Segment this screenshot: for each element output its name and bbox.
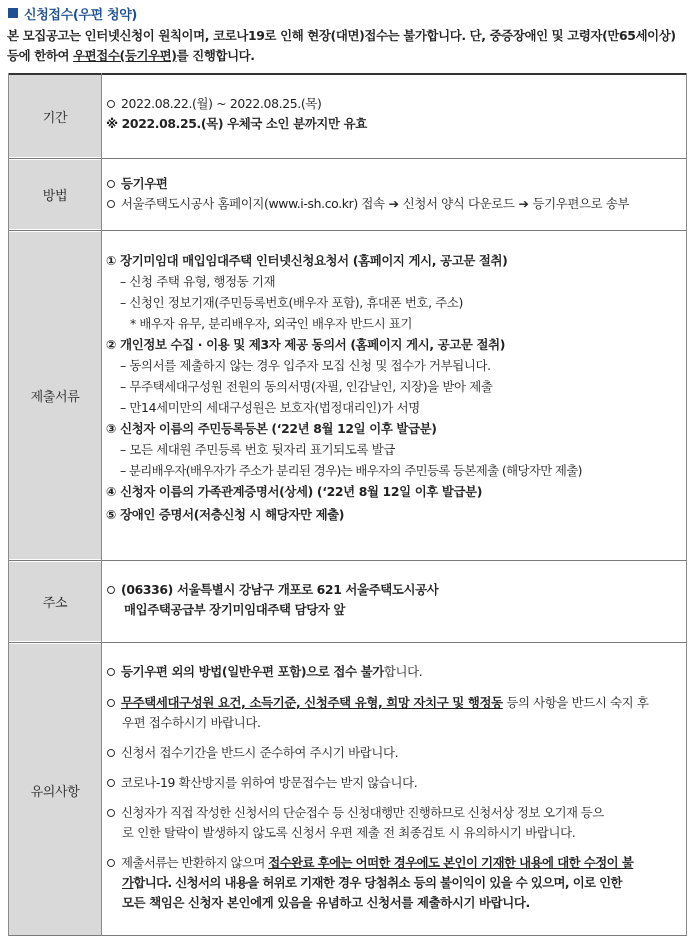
address-line-2: 매입주택공급부 장기미임대주택 담당자 앞 — [124, 602, 346, 617]
doc-subitem: – 무주택세대구성원 전원의 동의서명(자필, 인감날인, 지장)을 받아 제출 — [120, 379, 493, 394]
note-6-text-d: 합니다. 신청서의 내용을 허위로 기재한 경우 당첨취소 등의 불이익이 있을 수 있으며, 이로 인한 — [133, 875, 622, 890]
doc-subnote: * 배우자 유무, 분리배우자, 외국인 배우자 반드시 표기 — [130, 316, 413, 331]
note-3-text: 신청서 접수기간을 반드시 준수하여 주시기 바랍니다. — [121, 745, 399, 760]
doc-subitem: – 신청 주택 유형, 행정동 기재 — [120, 274, 276, 289]
note-6-line-3: 모든 책임은 신청자 본인에게 있음을 유념하고 신청서를 제출하시기 바랍니다. — [122, 895, 530, 910]
right-arrow-icon: ➔ — [388, 196, 399, 211]
notes-content — [106, 73, 690, 936]
note-6-line-2 — [106, 873, 676, 893]
intro-text: 등에 한하여 — [7, 48, 74, 63]
doc-item-5: ⑤ 장애인 증명서(저층신청 시 해당자만 제출) — [106, 507, 345, 522]
label-notes: 유의사항 — [9, 644, 101, 936]
intro-line-1: 본 모집공고는 인터넷신청이 원칙이며, 코로나19로 인해 현장(대면)접수는 불가합니다. 단, 중증장애인 및 고령자(만65세이상) — [7, 28, 676, 43]
note-2-line-2: 우편 접수하시기 바랍니다. — [122, 715, 261, 730]
note-6-text-a: 제출서류는 반환하지 않으며 — [121, 855, 269, 870]
circle-bullet-icon — [107, 749, 115, 757]
period-note-text: ※ 2022.08.25.(목) 우체국 소인 분까지만 유효 — [106, 116, 367, 131]
table-left-border — [8, 73, 9, 936]
doc-item-1: ① 장기미임대 매입임대주택 인터넷신청요청서 (홈페이지 게시, 공고문 절취) — [106, 253, 508, 268]
doc-subitem: – 분리배우자(배우자가 주소가 분리된 경우)는 배우자의 주민등록 등본제출 (해당자만 제출) — [120, 463, 582, 478]
period-dates: 2022.08.22.(월) ~ 2022.08.25.(목) — [121, 96, 322, 111]
right-arrow-icon: ➔ — [518, 196, 529, 211]
note-6-line-1 — [106, 853, 676, 873]
note-6-underlined-end: 가 — [122, 875, 134, 890]
note-1-bold: 등기우편 외의 방법(일반우편 포함)으로 접수 불가 — [121, 664, 384, 679]
note-4 — [106, 773, 676, 793]
circle-bullet-icon — [107, 809, 115, 817]
note-1-line — [106, 662, 676, 682]
doc-subitem: – 모든 세대원 주민등록 번호 뒷자리 표기되도록 발급 — [120, 442, 395, 457]
label-method: 방법 — [9, 160, 101, 229]
circle-bullet-icon — [107, 779, 115, 787]
label-period: 기간 — [9, 75, 101, 157]
circle-bullet-icon — [107, 699, 115, 707]
method-step-1: 서울주택도시공사 홈페이지(www.i-sh.co.kr) 접속 — [121, 196, 385, 211]
intro-paragraph — [7, 26, 691, 66]
note-2-rest: 등의 사항을 반드시 숙지 후 — [502, 695, 649, 710]
method-registered-mail: 등기우편 — [121, 176, 168, 191]
circle-bullet-icon — [107, 859, 115, 867]
doc-subitem: – 신청인 정보기재(주민등록번호(배우자 포함), 휴대폰 번호, 주소) — [120, 295, 463, 310]
doc-subitem: – 동의서를 제출하지 않는 경우 입주자 모집 신청 및 접수가 거부됩니다. — [120, 358, 491, 373]
note-4-text: 코로나-19 확산방지를 위하여 방문접수는 받지 않습니다. — [121, 775, 418, 790]
intro-text-end: 를 진행합니다. — [176, 48, 255, 63]
doc-item-3: ③ 신청자 이름의 주민등록등본 (‘22년 8월 12일 이후 발급분) — [106, 421, 437, 436]
note-5-text-1: 신청자가 직접 작성한 신청서의 단순접수 등 신청대행만 진행하므로 신청서상 정보 오기재 등으 — [121, 805, 604, 820]
method-step-3: 등기우편으로 송부 — [532, 196, 630, 211]
doc-item-4: ④ 신청자 이름의 가족관계증명서(상세) (‘22년 8월 12일 이후 발급분) — [106, 484, 483, 499]
note-1-rest: 합니다. — [383, 664, 423, 679]
note-5-line-2: 로 인한 탈락이 발생하지 않도록 신청서 우편 제출 전 최종검토 시 유의하시기 바랍니다. — [122, 825, 576, 840]
doc-subitem: – 만14세미만의 세대구성원은 보호자(법정대리인)가 서명 — [120, 400, 420, 415]
label-address: 주소 — [9, 562, 101, 641]
note-4-line — [106, 773, 676, 793]
intro-underlined: 우편접수(등기우편) — [73, 48, 177, 63]
method-step-2: 신청서 양식 다운로드 — [402, 196, 515, 211]
note-2 — [106, 693, 676, 733]
note-3 — [106, 743, 676, 763]
label-documents: 제출서류 — [9, 232, 101, 559]
note-2-line-1 — [106, 693, 676, 713]
note-1 — [106, 662, 676, 682]
note-6 — [106, 853, 676, 913]
address-text-1: (06336) 서울특별시 강남구 개포로 621 서울주택도시공사 — [121, 582, 439, 597]
column-divider — [101, 73, 102, 936]
note-6-underlined: 접수완료 후에는 어떠한 경우에도 본인이 기재한 내용에 대한 수정이 불 — [268, 855, 634, 870]
section-title-text: 신청접수(우편 청약) — [24, 7, 138, 23]
intro-line-2 — [7, 46, 691, 66]
note-5 — [106, 803, 676, 843]
doc-item-2: ② 개인정보 수집 · 이용 및 제3자 제공 동의서 (홈페이지 게시, 공고문 절취) — [106, 337, 506, 352]
circle-bullet-icon — [107, 668, 115, 676]
info-table — [8, 73, 687, 936]
note-5-line-1 — [106, 803, 676, 823]
note-3-line — [106, 743, 676, 763]
square-bullet-icon — [8, 8, 18, 18]
section-title — [8, 4, 137, 22]
note-2-underlined: 무주택세대구성원 요건, 소득기준, 신청주택 유형, 희망 자치구 및 행정동 — [121, 695, 503, 710]
